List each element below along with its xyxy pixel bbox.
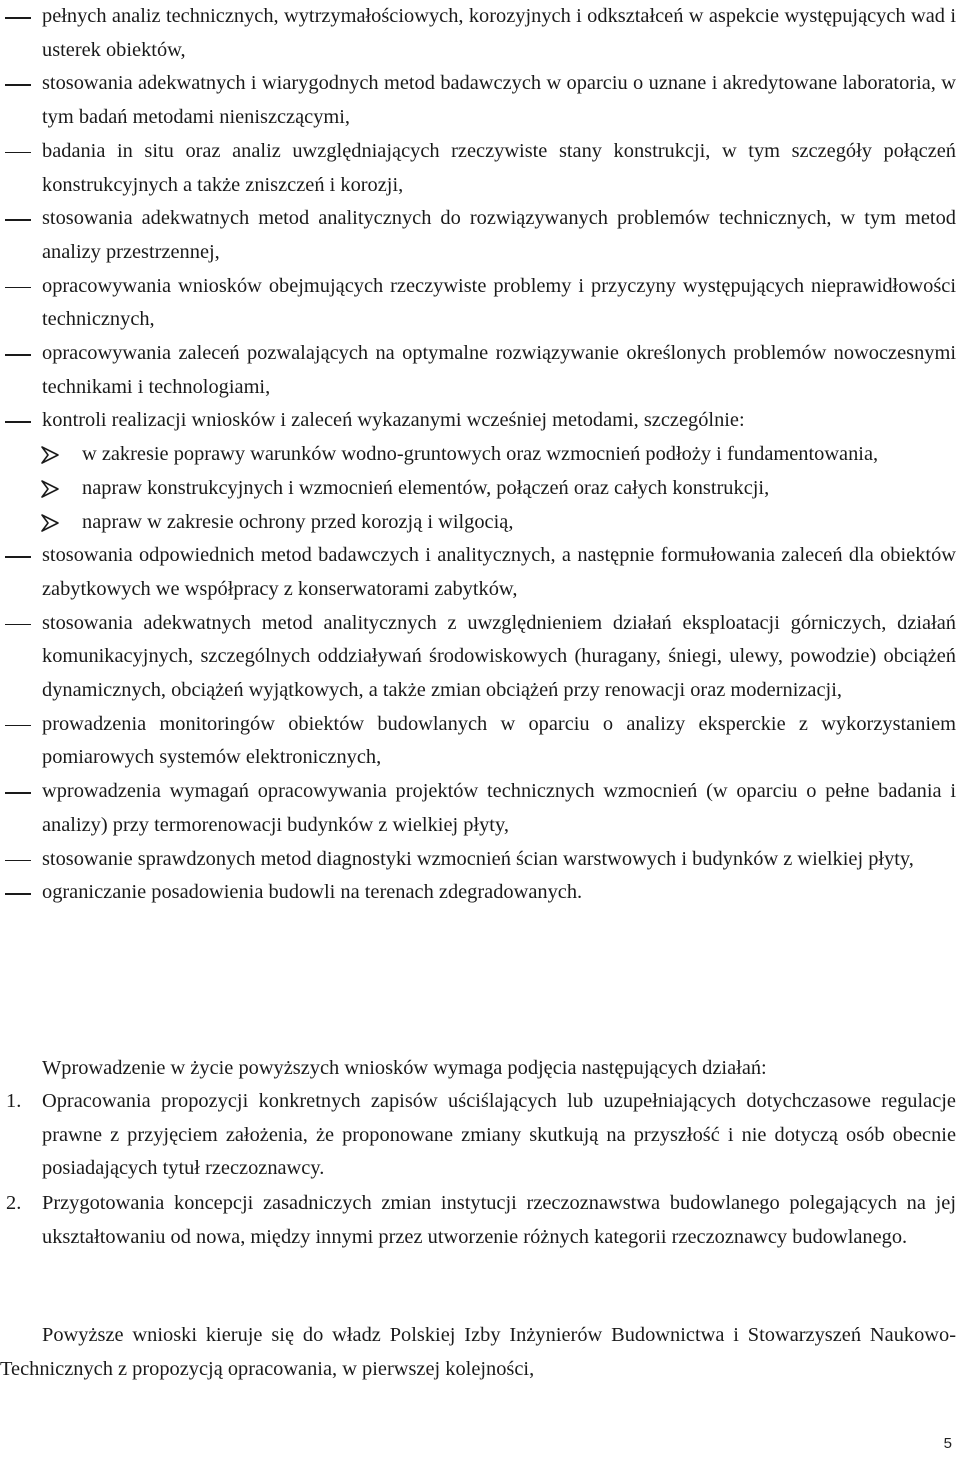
- numbered-item-text: Przygotowania koncepcji zasadniczych zmian instytucji rzeczoznawstwa budowlanego polegających na jej ukształtowaniu od nowa, między innymi przez utworzenie różnych kategorii rzeczoznawcy budowlanego.: [42, 1192, 956, 1248]
- sub-list-item-text: napraw konstrukcyjnych i wzmocnień elementów, połączeń oraz całych konstrukcji,: [82, 476, 770, 499]
- sub-list-item: [0, 506, 960, 540]
- list-item-text: stosowania adekwatnych i wiarygodnych metod badawczych w oparciu o uznane i akredytowane laboratoria, w tym badań metodami nieniszczącymi,: [42, 72, 956, 129]
- list-item-text: kontroli realizacji wniosków i zaleceń wykazanymi wcześniej metodami, szczególnie:: [42, 409, 745, 432]
- page-number: 5: [943, 1435, 952, 1452]
- list-item: [0, 539, 960, 606]
- list-item: [0, 270, 960, 337]
- list-item-text: stosowania adekwatnych metod analitycznych z uwzględnieniem działań eksploatacji górniczych, działań komunikacyjnych, szczególnych oddziaływań środowiskowych (huragany, śniegi, ulewy, powodzie) obciążeń dynamicznych, obciążeń wyjątkowych, a także zmian obciążeń przy renowacji oraz modernizacji,: [42, 611, 956, 702]
- list-item-text: badania in situ oraz analiz uwzględniających rzeczywiste stany konstrukcji, w tym szczegóły połączeń konstrukcyjnych a także zniszczeń i korozji,: [42, 139, 956, 196]
- list-item: [0, 337, 960, 404]
- list-item-text: pełnych analiz technicznych, wytrzymałościowych, korozyjnych i odkształceń w aspekcie występujących wad i usterek obiektów,: [42, 5, 956, 61]
- list-number: 2.: [6, 1192, 22, 1215]
- numbered-item-text: Opracowania propozycji konkretnych zapisów uściślających lub uzupełniających dotychczasowe regulacje prawne z przyjęciem założenia, że proponowane zmiany skutkują na przyszłość i nie dotyczą osób obecnie posiadających tytuł rzeczoznawcy.: [42, 1090, 956, 1180]
- list-item: [0, 708, 960, 775]
- list-item-text: stosowanie sprawdzonych metod diagnostyki wzmocnień ścian warstwowych i budynków z wielkiej płyty,: [42, 847, 914, 870]
- list-item: [0, 843, 960, 877]
- sub-list-item-text: w zakresie poprawy warunków wodno-gruntowych oraz wzmocnień podłoży i fundamentowania,: [82, 443, 879, 466]
- list-item-text: wprowadzenia wymagań opracowywania projektów technicznych wzmocnień (w oparciu o pełne badania i analizy) przy termorenowacji budynków z wielkiej płyty,: [42, 780, 956, 836]
- arrowhead-bullet-icon: [40, 506, 64, 539]
- list-item: [0, 202, 960, 269]
- sub-list-item: [0, 438, 960, 472]
- list-item-text: ograniczanie posadowienia budowli na terenach zdegradowanych.: [42, 881, 583, 904]
- closing-paragraph: Powyższe wnioski kieruje się do władz Polskiej Izby Inżynierów Budownictwa i Stowarzyszeń Naukowo-Technicznych z propozycją opracowania, w pierwszej kolejności,: [0, 1324, 956, 1380]
- list-item-text: prowadzenia monitoringów obiektów budowlanych w oparciu o analizy eksperckie z wykorzystaniem pomiarowych systemów elektronicznych,: [42, 712, 956, 769]
- list-item: [0, 607, 960, 708]
- list-item: [0, 0, 960, 67]
- list-item: [0, 135, 960, 202]
- sub-list-item-text: napraw w zakresie ochrony przed korozją i wilgocią,: [82, 510, 514, 533]
- intro-paragraph: Wprowadzenie w życie powyższych wniosków wymaga podjęcia następujących działań:: [42, 1057, 767, 1079]
- list-item-text: stosowania adekwatnych metod analitycznych do rozwiązywanych problemów technicznych, w tym metod analizy przestrzennej,: [42, 207, 956, 263]
- sub-list-item: [0, 472, 960, 506]
- numbered-list: [0, 1085, 960, 1256]
- list-item: [0, 876, 960, 910]
- list-item: [0, 404, 960, 438]
- list-item-text: opracowywania wniosków obejmujących rzeczywiste problemy i przyczyny występujących nieprawidłowości technicznych,: [42, 274, 956, 331]
- numbered-list-item: [0, 1085, 960, 1186]
- list-item: [0, 775, 960, 842]
- list-number: 1.: [6, 1090, 22, 1112]
- list-item-text: opracowywania zaleceń pozwalających na optymalne rozwiązywanie określonych problemów nowoczesnymi technikami i technologiami,: [42, 342, 956, 398]
- arrowhead-bullet-icon: [40, 438, 64, 471]
- numbered-list-item: [0, 1187, 960, 1254]
- list-item-text: stosowania odpowiednich metod badawczych i analitycznych, a następnie formułowania zaleceń dla obiektów zabytkowych we współpracy z konserwatorami zabytków,: [42, 544, 956, 600]
- list-item: [0, 67, 960, 134]
- arrowhead-bullet-icon: [40, 472, 64, 505]
